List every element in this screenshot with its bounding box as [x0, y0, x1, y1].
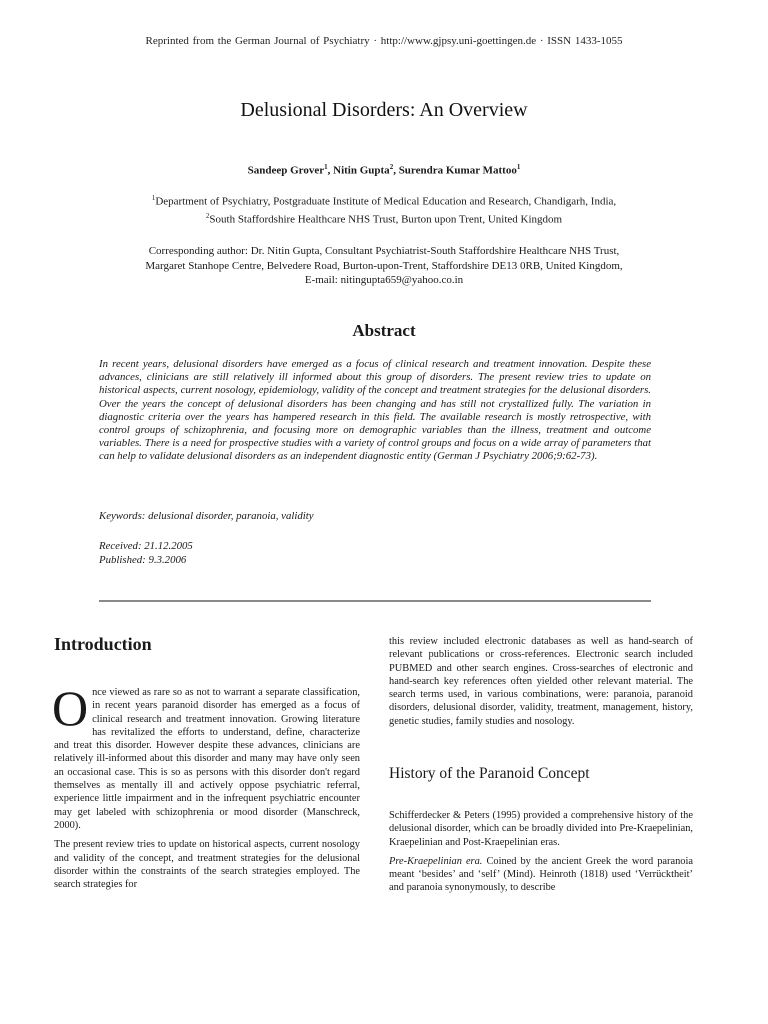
journal-reprint-header: Reprinted from the German Journal of Psychiatry · http://www.gjpsy.uni-goettingen.de · ISSN 1433-1055: [145, 35, 623, 47]
affil-mark: 1: [151, 194, 156, 202]
affiliation-line: [0, 209, 768, 227]
received-date: Received: 21.12.2005: [99, 540, 193, 552]
author-name: Sandeep Grover: [247, 164, 325, 177]
paper-title: Delusional Disorders: An Overview: [240, 99, 528, 121]
affil-mark: 2: [205, 211, 210, 220]
corresponding-email: E-mail: nitingupta659@yahoo.co.in: [304, 274, 464, 286]
affiliations: [0, 191, 768, 226]
abstract-heading: Abstract: [352, 321, 416, 340]
author-affil-mark: 1: [324, 163, 328, 171]
section-divider: [99, 600, 651, 602]
introduction-right-column: [389, 635, 693, 734]
drop-cap: O: [52, 680, 89, 736]
intro-paragraph-2: The present review tries to update on historical aspects, current nosology and validity of the concept, and treatment strategies for the delusional disorder within the constraints of the search strategies employed. The search strategies for: [54, 839, 360, 891]
author-name: Surendra Kumar Mattoo: [398, 164, 517, 177]
author-name: Nitin Gupta: [333, 164, 390, 177]
author-affil-mark: 1: [516, 163, 521, 171]
affiliation-text: South Staffordshire Healthcare NHS Trust, Burton upon Trent, United Kingdom: [209, 213, 563, 226]
history-paragraph-2: [389, 855, 693, 895]
corresponding-author: [0, 244, 768, 288]
history-paragraph-2-text: Coined by the ancient Greek the word paranoia meant ‘besides’ and ‘self’ (Mind). Heinroth (1818) used ‘Verrücktheit’ and paranoia synonymously, to describe: [389, 855, 693, 894]
abstract-body: In recent years, delusional disorders have emerged as a focus of clinical research and treatment innovation. Despite these advances, clinicians are still relatively ill informed about this group of disorders. The present review tries to update on historical aspects, current nosology, epidemiology, validity of the concept and treatment strategies for the delusional disorders. Over the years the concept of delusional disorders has been changing and has still not crystallized fully. The variation in diagnostic criteria over the years has hampered research in this field. The available research is mostly retrospective, with control groups of schizophrenia, and focusing more on demographic variables than the illness, treatment and outcome variables. There is a need for prospective studies with a variety of control groups and focus on a wide array of parameters that can help to validate delusional disorders as an independent diagnostic entity (German J Psychiatry 2006;9:62-73).: [99, 358, 651, 463]
intro-paragraph-3: this review included electronic databases as well as hand-search of relevant publications or cross-references. Electronic search included PUBMED and other search engines. Cross-searches of electronic and hand-search key references often yielded other relevant material. The search terms used, in various combinations, were: paranoia, paranoid disorders, delusional disorder, validity, treatment, management, history, genetic studies, family studies and nosology.: [389, 636, 693, 727]
era-label: Pre-Kraepelinian era.: [389, 855, 483, 867]
author-separator: ,: [393, 164, 399, 177]
intro-paragraph-1: [52, 680, 360, 832]
history-section: [389, 809, 693, 901]
affiliation-text: Department of Psychiatry, Postgraduate Institute of Medical Education and Research, Chandigarh, India,: [155, 195, 617, 208]
keywords: Keywords: delusional disorder, paranoia, validity: [99, 510, 314, 522]
corresponding-line: Margaret Stanhope Centre, Belvedere Road, Burton-upon-Trent, Staffordshire DE13 0RB, United Kingdom,: [145, 259, 623, 272]
history-heading: History of the Paranoid Concept: [389, 765, 590, 782]
author-list: [0, 163, 768, 177]
history-paragraph-1: Schifferdecker & Peters (1995) provided a comprehensive history of the delusional disorder, which can be broadly divided into Pre-Kraepelinian, Kraepelinian and Post-Kraepelinian eras.: [389, 810, 693, 848]
intro-paragraph-1-text: nce viewed as rare so as not to warrant a separate classification, in recent years paranoid disorder has emerged as a focus of clinical research and treatment innovation. Growing literature has revitalized the efforts to understand, define, characterize and treat this disorder. However despite these advances, clinicians are relatively ill-informed about this disorder and many may have only seen an occasional case. This is so as persons with this disorder don't regard themselves as mentally ill and actively oppose psychiatric referral, experience little impairment and in the infrequent psychiatric encounter may get labeled with schizophrenia or mood disorder (Manschreck, 2000).: [54, 687, 360, 831]
published-date: Published: 9.3.2006: [99, 553, 187, 566]
introduction-heading: Introduction: [54, 634, 152, 654]
introduction-left-column: [52, 680, 360, 897]
corresponding-line: Corresponding author: Dr. Nitin Gupta, Consultant Psychiatrist-South Staffordshire Healthcare NHS Trust,: [148, 245, 620, 257]
dates: [99, 540, 399, 567]
author-affil-mark: 2: [389, 163, 394, 171]
affiliation-line: [0, 191, 768, 209]
author-separator: ,: [327, 164, 334, 177]
